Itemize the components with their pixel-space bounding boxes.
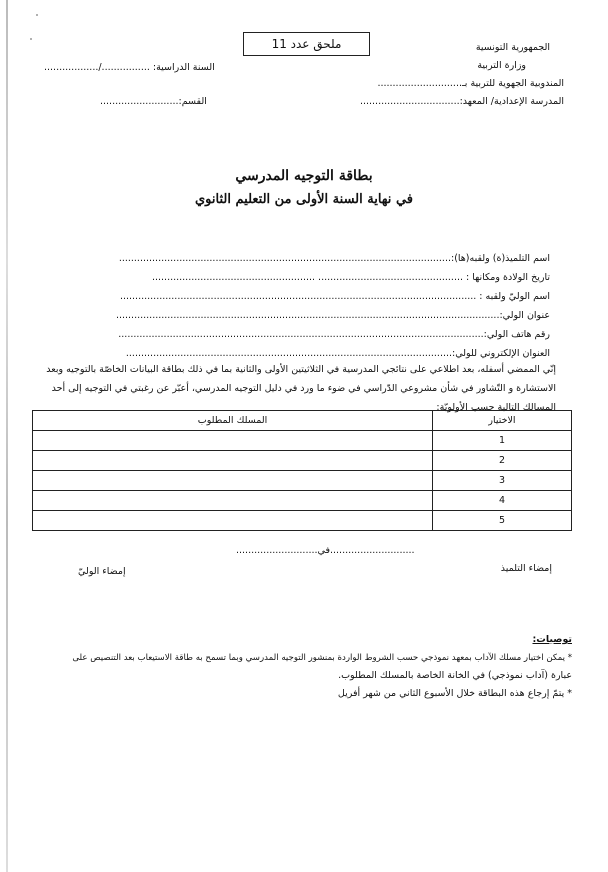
form-title: بطاقة التوجيه المدرسي: [235, 168, 373, 184]
place-date-field[interactable]: ............................في...........................: [236, 545, 415, 556]
track-input-cell[interactable]: [33, 451, 433, 471]
table-row: [33, 491, 572, 511]
guardian-name-field[interactable]: اسم الوليّ ولقبه : ......................................................................................................................: [119, 291, 550, 302]
scan-speck: [36, 14, 38, 16]
class-label: القسم:..........................: [100, 96, 207, 107]
guardian-address-field[interactable]: عنوان الولي:...............................................................................................................................: [115, 310, 550, 321]
annex-number-box: ملحق عدد 11: [243, 32, 370, 56]
table-row: [33, 511, 572, 531]
scan-speck: [30, 38, 32, 40]
note-item-1-line-2: عبارة (آداب نموذجي) في الخانة الخاصة بالمسلك المطلوب.: [338, 670, 572, 681]
note-item-1-line-1: * يمكن اختيار مسلك الآداب بمعهد نموذجي حسب الشروط الواردة بمنشور التوجيه المدرسي وبما تسمح به طاقة الاستيعاب بعد التنصيص على: [72, 653, 572, 663]
choice-rank: 1: [433, 431, 572, 451]
choice-rank: 5: [433, 511, 572, 531]
track-input-cell[interactable]: [33, 431, 433, 451]
guardian-signature-label: إمضاء الوليّ: [78, 566, 126, 577]
form-subtitle: في نهاية السنة الأولى من التعليم الثانوي: [195, 192, 413, 207]
choice-rank: 3: [433, 471, 572, 491]
regional-office-label: المندوبية الجهوية للتربية بـ............................: [377, 78, 564, 89]
track-input-cell[interactable]: [33, 511, 433, 531]
ministry-label: وزارة التربية: [477, 60, 526, 71]
declaration-paragraph: إنّي الممضي أسفله، بعد اطلاعي على نتائجي المدرسية في الثلاثيتين الأولى والثانية بما في ذلك بطاقة البيانات الخاصّة بالتوجيه وبعد الاستشارة و التّشاور في شأن مشروعي الدّراسي في ضوء ما ورد في دليل التوجيه المدرسي، أعبّر عن رغبتي في التوجيه إلى أحد المسالك التالية حسب الأولويّة:: [46, 364, 556, 413]
track-column-header: المسلك المطلوب: [33, 411, 433, 431]
republic-label: الجمهورية التونسية: [475, 42, 550, 53]
choices-table: [32, 410, 572, 531]
table-row: [33, 451, 572, 471]
choice-rank: 4: [433, 491, 572, 511]
scan-edge: [6, 0, 8, 872]
student-name-field[interactable]: اسم التلميذ(ة) ولقبه(ها):..............................................................................................................: [118, 253, 550, 264]
birth-date-place-field[interactable]: تاريخ الولادة ومكانها : ................................................ ......................................................: [151, 272, 550, 283]
note-item-2: * يتمّ إرجاع هذه البطاقة خلال الأسبوع الثاني من شهر أفريل: [337, 688, 572, 699]
table-row: [33, 431, 572, 451]
track-input-cell[interactable]: [33, 471, 433, 491]
table-row: [33, 471, 572, 491]
guardian-phone-field[interactable]: رقم هاتف الولي:.........................................................................................................................: [118, 329, 550, 340]
choice-rank: 2: [433, 451, 572, 471]
choice-column-header: الاختيار: [433, 411, 572, 431]
school-year-label: السنة الدراسية: ................/..................: [44, 62, 215, 73]
notes-title: توصيات:: [532, 634, 572, 645]
guardian-email-field[interactable]: العنوان الإلكتروني للولي:............................................................................................................: [125, 348, 550, 359]
school-label: المدرسة الإعدادية/ المعهد:.................................: [359, 96, 564, 107]
track-input-cell[interactable]: [33, 491, 433, 511]
student-signature-label: إمضاء التلميذ: [500, 563, 552, 574]
table-header-row: [33, 411, 572, 431]
